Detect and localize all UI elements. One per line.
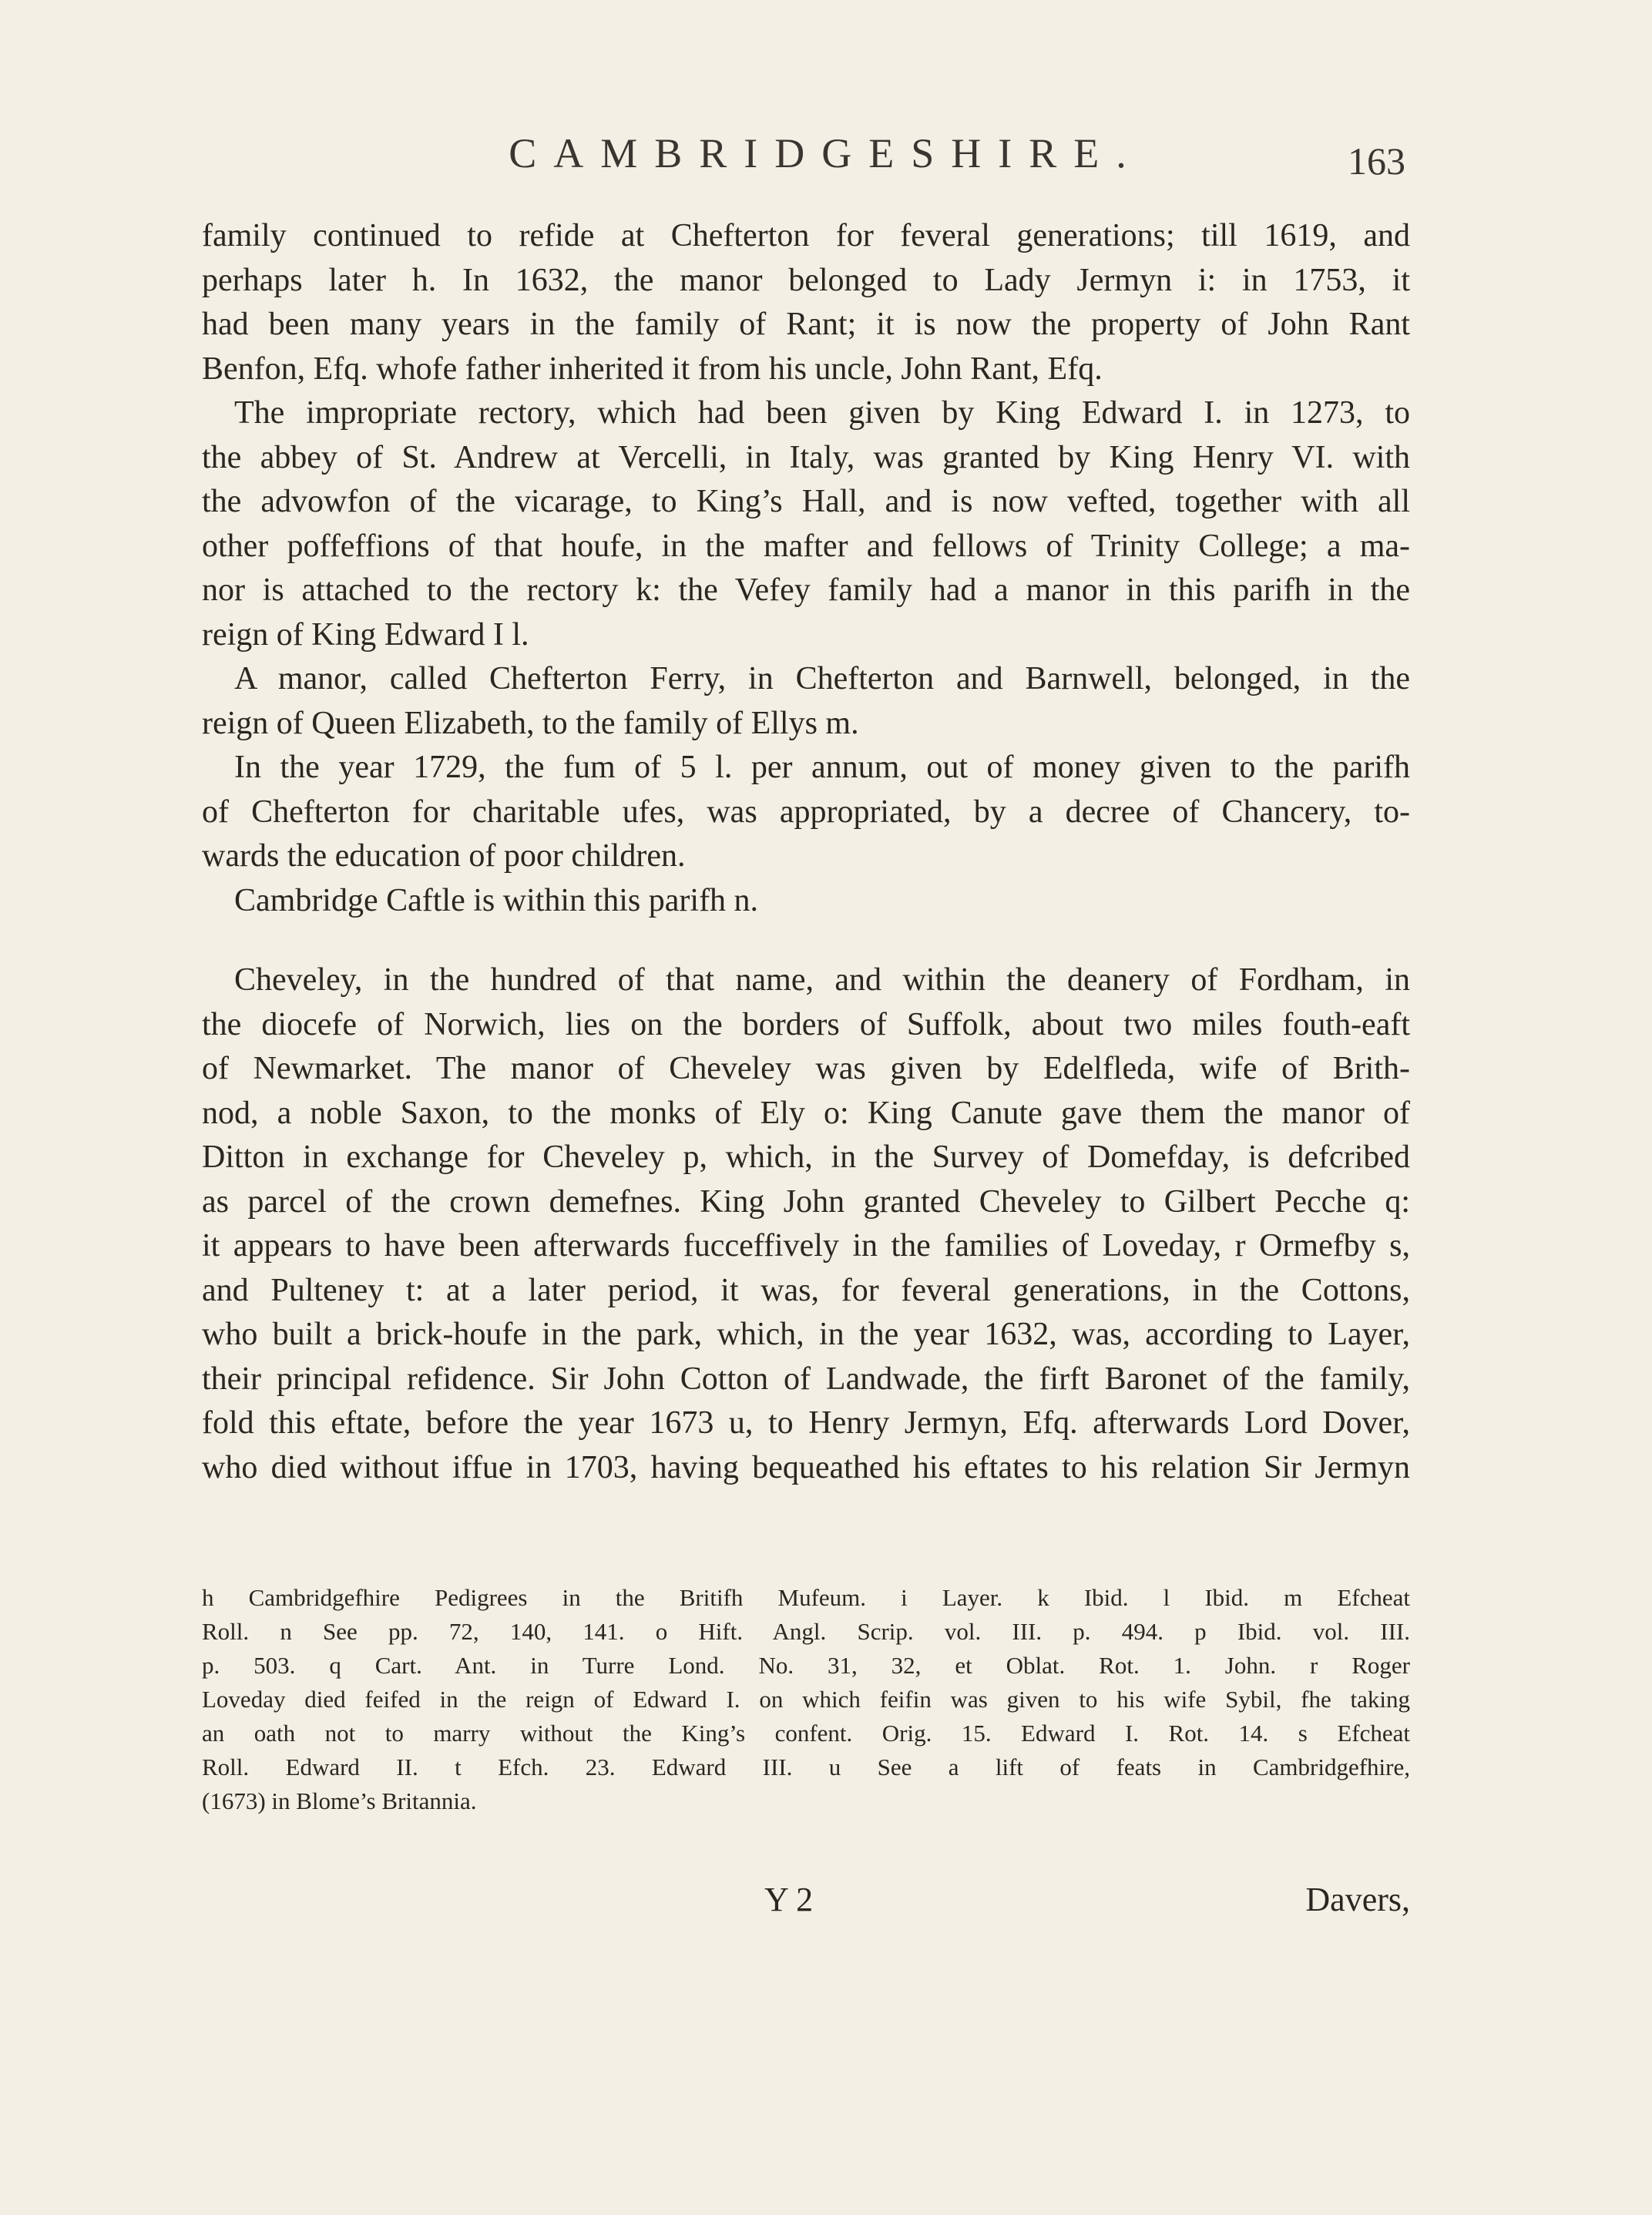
footnote-line: (1673) in Blome’s Britannia. <box>202 1787 477 1814</box>
text-line: fold this eftate, before the year 1673 u, to Henry Jermyn, Efq. afterwards Lord Dover, <box>202 1405 1410 1441</box>
text-line: wards the education of poor children. <box>202 838 686 874</box>
footnotes <box>202 1581 1410 1818</box>
footnote-line: Loveday died feifed in the reign of Edward I. on which feifin was given to his wife Sybil, fhe taking <box>202 1686 1410 1713</box>
text-line: who built a brick-houfe in the park, which, in the year 1632, was, according to Layer, <box>202 1317 1410 1352</box>
text-line: reign of Queen Elizabeth, to the family of Ellys m. <box>202 705 859 741</box>
text-line: reign of King Edward I l. <box>202 616 529 653</box>
text-line: their principal refidence. Sir John Cotton of Landwade, the firft Baronet of the family, <box>202 1361 1410 1397</box>
text-line: Cambridge Caftle is within this parifh n. <box>234 882 759 918</box>
text-line: In the year 1729, the fum of 5 l. per annum, out of money given to the parifh <box>234 750 1410 785</box>
text-line: nod, a noble Saxon, to the monks of Ely o: King Canute gave them the manor of <box>202 1095 1410 1131</box>
page-footer <box>202 1880 1410 1926</box>
text-line: other poffeffions of that houfe, in the mafter and fellows of Trinity College; a ma- <box>202 528 1410 564</box>
text-line: A manor, called Chefterton Ferry, in Chefterton and Barnwell, belonged, in the <box>234 661 1410 696</box>
text-line: family continued to refide at Chefterton for feveral generations; till 1619, and <box>202 218 1410 253</box>
text-line: and Pulteney t: at a later period, it was, for feveral generations, in the Cottons, <box>202 1272 1410 1308</box>
text-line: Cheveley, in the hundred of that name, and within the deanery of Fordham, in <box>234 962 1410 998</box>
text-line: it appears to have been afterwards fucceffively in the families of Loveday, r Ormefby s, <box>202 1228 1410 1264</box>
footnote-line: p. 503. q Cart. Ant. in Turre Lond. No. 31, 32, et Oblat. Rot. 1. John. r Roger <box>202 1652 1410 1679</box>
text-line: nor is attached to the rectory k: the Vefey family had a manor in this parifh in the <box>202 572 1410 608</box>
catchword: Davers, <box>1305 1881 1410 1918</box>
text-line: had been many years in the family of Rant; it is now the property of John Rant <box>202 307 1410 342</box>
text-line: the diocefe of Norwich, lies on the borders of Suffolk, about two miles fouth-eaft <box>202 1006 1410 1042</box>
text-line: as parcel of the crown demefnes. King John granted Cheveley to Gilbert Pecche q: <box>202 1183 1410 1220</box>
main-text <box>202 214 1410 1490</box>
page-number: 163 <box>1348 139 1405 183</box>
running-title: CAMBRIDGESHIRE. <box>509 130 1143 176</box>
text-line: The impropriate rectory, which had been given by King Edward I. in 1273, to <box>234 395 1410 431</box>
footnote-line: an oath not to marry without the King’s confent. Orig. 15. Edward I. Rot. 14. s Efcheat <box>202 1720 1410 1747</box>
text-line: perhaps later h. In 1632, the manor belonged to Lady Jermyn i: in 1753, it <box>202 262 1410 298</box>
text-line: of Newmarket. The manor of Cheveley was given by Edelfleda, wife of Brith- <box>202 1051 1410 1086</box>
text-line: the abbey of St. Andrew at Vercelli, in Italy, was granted by King Henry VI. with <box>202 439 1410 475</box>
text-line: of Chefterton for charitable ufes, was appropriated, by a decree of Chancery, to- <box>202 794 1410 830</box>
footnote-line: h Cambridgefhire Pedigrees in the Britifh Mufeum. i Layer. k Ibid. l Ibid. m Efcheat <box>202 1584 1410 1611</box>
footnote-line: Roll. n See pp. 72, 140, 141. o Hift. Angl. Scrip. vol. III. p. 494. p Ibid. vol. III. <box>202 1618 1410 1645</box>
signature-mark: Y 2 <box>764 1881 814 1918</box>
text-line: Benfon, Efq. whofe father inherited it from his uncle, John Rant, Efq. <box>202 351 1103 387</box>
text-line: who died without iffue in 1703, having bequeathed his eftates to his relation Sir Jermyn <box>202 1449 1410 1485</box>
footnote-line: Roll. Edward II. t Efch. 23. Edward III. u See a lift of feats in Cambridgefhire, <box>202 1754 1410 1780</box>
text-line: the advowfon of the vicarage, to King’s Hall, and is now vefted, together with all <box>202 484 1410 519</box>
paragraph-gap <box>202 923 1410 958</box>
text-line: Ditton in exchange for Cheveley p, which, in the Survey of Domefday, is defcribed <box>202 1139 1410 1175</box>
